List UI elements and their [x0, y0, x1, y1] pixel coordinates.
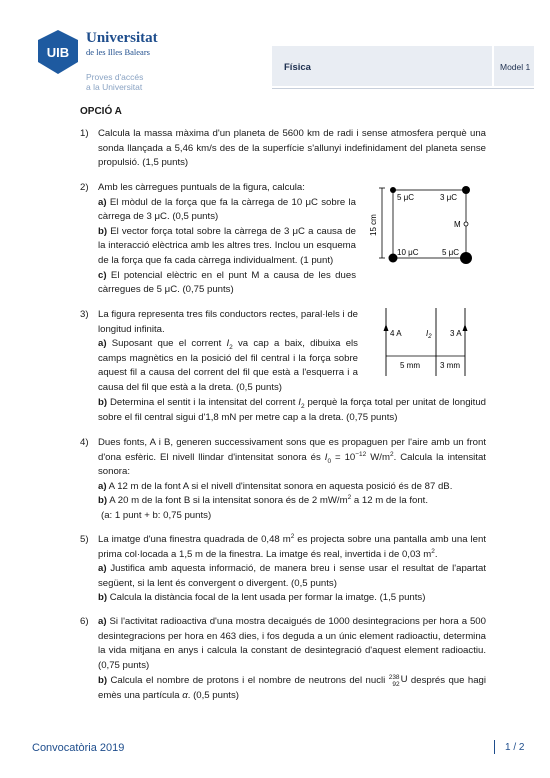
arrow-left-up — [384, 324, 389, 331]
footer-convocatoria: Convocatòria 2019 — [32, 742, 125, 754]
q6-text — [98, 615, 486, 703]
q5-intro: La imatge d'una finestra quadrada de 0,48 $m^2$ es projecta sobre una pantalla amb una lent prima col·locada a 1,5 m de la finestra. La imatge és real, invertida i de 0,03 $m^2$. — [98, 532, 486, 560]
q6-number: 6) — [80, 616, 89, 627]
label-bottom-left: 10 μC — [397, 248, 419, 257]
subject-title: Física — [284, 62, 311, 73]
uib-logo-icon — [36, 28, 80, 76]
model-label: Model 1 — [500, 62, 531, 72]
wires-figure — [374, 306, 474, 378]
q6-part-b: b) Calcula el nombre de protons i el nombre de neutrons del nucli 238 92 U després que hagi emès una partícula α. (0,5 punts) — [98, 673, 486, 701]
arrow-right-up — [463, 324, 468, 331]
q3-text-top — [98, 308, 358, 396]
label-top-left: 5 μC — [397, 193, 415, 202]
q4-intro: Dues fonts, A i B, generen successivament sons que es propaguen per l'aire amb un front d'ona esfèric. El nivell llindar d'intensitat sonora és $I_0 = 10^{-12}$ $W/m^2$. Calcula la intensitat sonora: — [98, 437, 486, 478]
footer-divider — [494, 740, 495, 754]
uranium-nuclide: 238 92 U — [388, 673, 408, 688]
q3-part-b: b) Determina el sentit i la intensitat del corrent $I_2$ perquè la força total per unitat de longitud sobre el fil central sigui d'1,8 mN per metre cap a la dreta. (0,75 punts) — [98, 397, 486, 423]
q5-number: 5) — [80, 534, 89, 545]
q2-number: 2) — [80, 182, 89, 193]
logo-text: UIB — [46, 45, 70, 60]
distance-right-label: 3 mm — [440, 361, 460, 370]
q4-number: 4) — [80, 437, 89, 448]
access-line-2: a la Universitat — [86, 82, 143, 92]
charges-figure — [362, 178, 480, 270]
charge-top-right — [462, 186, 470, 194]
q2-part-c: c) El potencial elèctric en el punt M a causa de les dues càrregues de 5 μC. (0,75 punts) — [98, 269, 356, 296]
point-m — [464, 222, 468, 226]
q5-part-b: b) Calcula la distància focal de la lent usada per formar la imatge. (1,5 punts) — [98, 592, 426, 604]
current-right-label: 3 A — [450, 329, 462, 338]
q1-text — [98, 127, 486, 171]
q5-text — [98, 533, 486, 606]
q3-number: 3) — [80, 309, 89, 320]
q4-points: (a: 1 punt + b: 0,75 punts) — [101, 509, 212, 521]
q2-part-a: a) El mòdul de la força que fa la càrrega de 10 μC sobre la càrrega de 3 μC. (0,5 punts) — [98, 196, 356, 223]
q4-part-b: b) A 20 m de la font B si la intensitat sonora és de 2 $mW/m^2$ a 12 m de la font. — [98, 494, 428, 507]
q2-part-b: b) El vector força total sobre la càrrega de 3 μC a causa de la interacció elèctrica amb les altres tres. Inclou un esquema de la força que fa cada càrrega individualment. (1 punt) — [98, 225, 356, 266]
charge-bottom-right — [460, 252, 472, 264]
side-length-label: 15 cm — [369, 214, 378, 236]
charge-top-left — [390, 187, 396, 193]
label-bottom-right: 5 μC — [442, 248, 460, 257]
q3-text-bottom — [98, 396, 486, 425]
current-left-label: 4 A — [390, 329, 402, 338]
label-point-m: M — [454, 220, 461, 229]
access-line-1: Proves d'accés — [86, 72, 144, 82]
q4-part-a: a) A 12 m de la font A si el nivell d'intensitat sonora en aquesta posició és de 87 dB. — [98, 480, 453, 492]
university-subtitle: de les Illes Balears — [86, 47, 150, 57]
label-top-right: 3 μC — [440, 193, 458, 202]
q1-body: Calcula la massa màxima d'un planeta de 5600 km de radi i sense atmosfera perquè una sonda llançada a 5,46 km/s des de la superfície s'allunyi indefinidament del planeta sense propulsió. (1,5 punts) — [98, 128, 486, 169]
section-title: OPCIÓ A — [80, 106, 122, 117]
q2-intro: Amb les càrregues puntuals de la figura, calcula: — [98, 182, 305, 193]
q1-number: 1) — [80, 128, 89, 139]
q2-text — [98, 181, 356, 298]
q5-part-a: a) Justifica amb aquesta informació, de manera breu i sense usar el resultat de l'apartat següent, si la lent és convergent o divergent. (0,5 punts) — [98, 563, 486, 589]
q3-part-a: a) Suposant que el corrent $I_2$ va cap a baix, dibuixa els camps magnètics en la posició del fil central i la força sobre aquest fil a causa del corrent del fil que està a l'esquerra i a causa del fil que està a la dreta. (0,5 punts) — [98, 338, 358, 393]
page-number: 1 / 2 — [505, 742, 525, 753]
q6-part-a: a) Si l'activitat radioactiva d'una mostra decaigués de 1000 desintegracions per hora a 500 desintegracions per hora en 463 dies, i fos deguda a un únic element radioactiu, determina la vida mitjana en anys i calcula la constant de desintegració d'aquest element radioactiu. (0,75 punts) — [98, 616, 486, 671]
university-name: Universitat — [86, 30, 158, 46]
q3-intro: La figura representa tres fils conductors rectes, paral·lels i de longitud infinita. — [98, 309, 358, 335]
distance-left-label: 5 mm — [400, 361, 420, 370]
q4-text — [98, 436, 486, 524]
header-divider — [272, 88, 534, 89]
current-middle-label: $I_2$ — [426, 329, 432, 340]
